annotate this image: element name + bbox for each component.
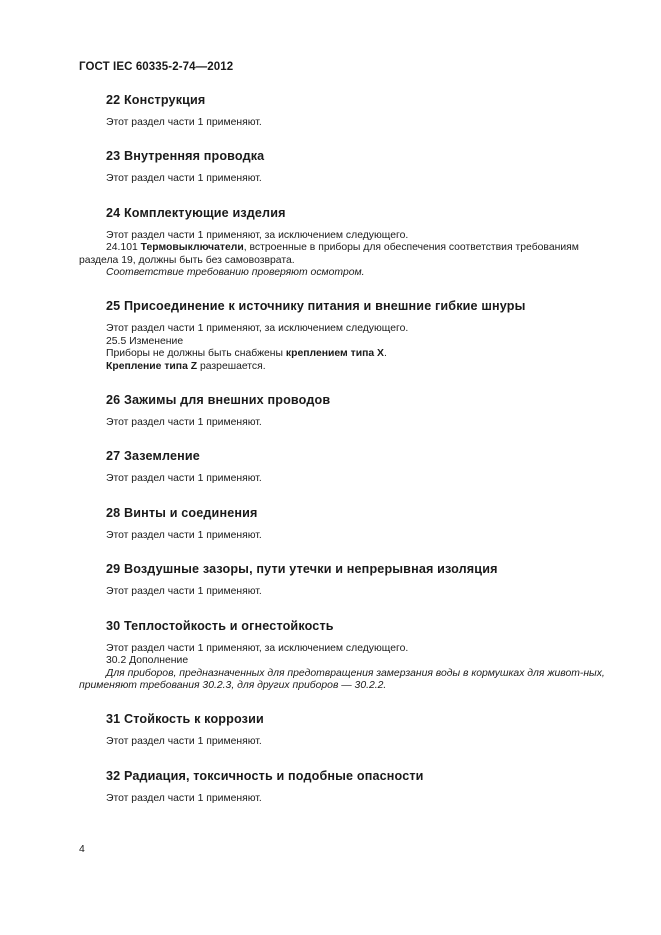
section-28 [79,505,619,542]
section-text: Этот раздел части 1 применяют, за исключением следующего. [106,323,409,335]
clause-text: Для приборов, предназначенных для предотвращения замерзания воды в кормушках для живот-ных, применяют требования 30.2.3, для других приборов — 30.2.2. [79,667,605,691]
section-32 [79,768,619,805]
text-run: . [383,348,387,360]
section-text: Этот раздел части 1 применяют. [106,586,262,598]
bold-term: Крепление типа Z [106,360,198,372]
section-30 [79,618,619,693]
section-29 [79,561,619,598]
clause-text [79,361,619,373]
section-title: 27 Заземление [106,449,200,464]
clause-text [79,348,619,360]
text-run: разрешается. [197,360,266,372]
section-text: Этот раздел части 1 применяют. [106,529,262,541]
section-31 [79,711,619,748]
section-text: Этот раздел части 1 применяют. [106,117,262,128]
page-number: 4 [79,844,85,855]
compliance-note: Соответствие требованию проверяют осмотром. [106,267,365,279]
section-26 [79,392,619,429]
clause-text: , встроенные в приборы для обеспечения соответствия требованиям раздела 19, должны быть без самовозврата. [79,242,579,266]
section-text: Этот раздел части 1 применяют, за исключением следующего. [106,229,409,241]
section-title: 26 Зажимы для внешних проводов [106,393,331,408]
clause-heading: 25.5 Изменение [106,335,184,347]
section-title: 23 Внутренняя проводка [106,149,265,164]
section-title: 32 Радиация, токсичность и подобные опасности [106,768,424,783]
section-text: Этот раздел части 1 применяют. [106,173,262,185]
section-title: 28 Винты и соединения [106,505,258,520]
clause-24-101 [79,242,619,267]
section-text: Этот раздел части 1 применяют. [106,473,262,485]
section-title: 30 Теплостойкость и огнестойкость [106,618,334,633]
clause-number: 24.101 [106,242,141,254]
document-body [79,92,619,805]
section-24 [79,205,619,280]
clause-term: Термовыключатели [140,242,244,254]
section-title: 25 Присоединение к источнику питания и внешние гибкие шнуры [106,299,526,314]
section-title: 29 Воздушные зазоры, пути утечки и непрерывная изоляция [106,562,498,577]
section-text: Этот раздел части 1 применяют, за исключением следующего. [106,642,409,654]
section-23 [79,148,619,185]
section-title: 22 Конструкция [106,93,206,107]
section-text: Этот раздел части 1 применяют. [106,792,262,804]
section-text: Этот раздел части 1 применяют. [106,736,262,748]
section-title: 24 Комплектующие изделия [106,205,286,220]
bold-term: креплением типа X [285,348,384,360]
section-text: Этот раздел части 1 применяют. [106,417,262,429]
text-run: Приборы не должны быть снабжены [106,348,286,360]
section-22 [79,92,619,129]
section-title: 31 Стойкость к коррозии [106,712,264,727]
document-header: ГОСТ IEC 60335-2-74—2012 [79,61,234,73]
clause-heading: 30.2 Дополнение [106,655,189,667]
section-27 [79,448,619,485]
section-25 [79,298,619,373]
